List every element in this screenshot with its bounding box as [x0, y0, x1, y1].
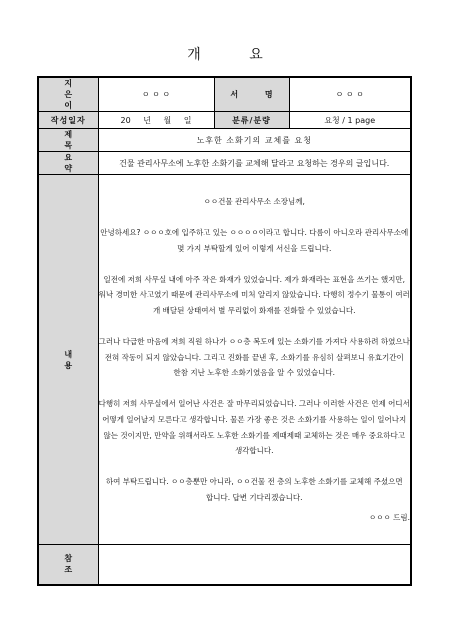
report-form: [37, 76, 412, 586]
signature-label: 서 명: [214, 77, 289, 112]
reference-row: [38, 545, 411, 585]
letter-body: [98, 175, 411, 545]
author-row: [38, 77, 411, 112]
content-label: 내 용: [38, 175, 98, 545]
author-value: ㅇ ㅇ ㅇ: [98, 77, 214, 112]
letter-greeting: ㅇㅇ건물 관리사무소 소장님께,: [203, 196, 305, 206]
letter-paragraph: 하여 부탁드립니다. ㅇㅇ층뿐만 아니라, ㅇㅇ건물 전 층의 노후한 소화기를 교체해 주셨으면 합니다. 답변 기다리겠습니다.: [105, 477, 403, 503]
reference-value: [98, 545, 411, 585]
reference-label: 참 조: [38, 545, 98, 585]
content-row: [38, 175, 411, 545]
signature-value: ㅇ ㅇ ㅇ: [289, 77, 411, 112]
subject-label: 제 목: [38, 129, 98, 152]
summary-label: 요 약: [38, 152, 98, 175]
subject-value: 노후한 소화기의 교체를 요청: [98, 129, 411, 152]
letter-signature: ㅇㅇㅇ 드림.: [369, 512, 410, 522]
category-label: 분류/분량: [214, 112, 289, 129]
date-value: 20 년 월 일: [98, 112, 214, 129]
letter-paragraph: 그러나 다급한 마음에 저희 직원 하나가 ㅇㅇ층 복도에 있는 소화기를 가져다 사용하려 하였으나 전혀 작동이 되지 않았습니다. 그리고 진화를 끝낸 후, 소화기를 유심히 살펴보니 유효기간이 한참 지난 노후한 소화기였음을 알 수 있었습니다.: [98, 337, 410, 378]
date-label: 작성일자: [38, 112, 98, 129]
summary-value: 건물 관리사무소에 노후한 소화기를 교체해 달라고 요청하는 경우의 글입니다.: [98, 152, 411, 175]
author-label: 지 은 이: [38, 77, 98, 112]
document-title: 개 요: [187, 47, 285, 63]
letter-paragraph: 다행히 저희 사무실에서 일어난 사건은 잘 마무리되었습니다. 그러나 이러한 사건은 언제 어디서 어떻게 일어날지 모른다고 생각합니다. 물론 가장 좋은 것은 소화기를 사용하는 일이 일어나지 않는 것이지만, 만약을 위해서라도 노후한 소화기를 제때제때 교체하는 것은 매우 중요하다고 생각합니다.: [98, 399, 410, 456]
subject-row: [38, 129, 411, 152]
letter-paragraph: 안녕하세요? ㅇㅇㅇ호에 입주하고 있는 ㅇㅇㅇㅇ이라고 합니다. 다름이 아니오라 관리사무소에 몇 가지 부탁할게 있어 이렇게 서신을 드립니다.: [100, 227, 409, 253]
letter-paragraph: 일전에 저희 사무실 내에 아주 작은 화재가 있었습니다. 제가 화재라는 표현을 쓰기는 했지만, 워낙 경미한 사고였기 때문에 관리사무소에 미처 알리지 않았습니다. 다행히 정수기 물통이 여러 개 배달된 상태여서 별 무리없이 화재를 진화할 수 있었습니다.: [98, 274, 410, 315]
category-value: 요청 / 1 page: [289, 112, 411, 129]
summary-row: [38, 152, 411, 175]
date-row: [38, 112, 411, 129]
